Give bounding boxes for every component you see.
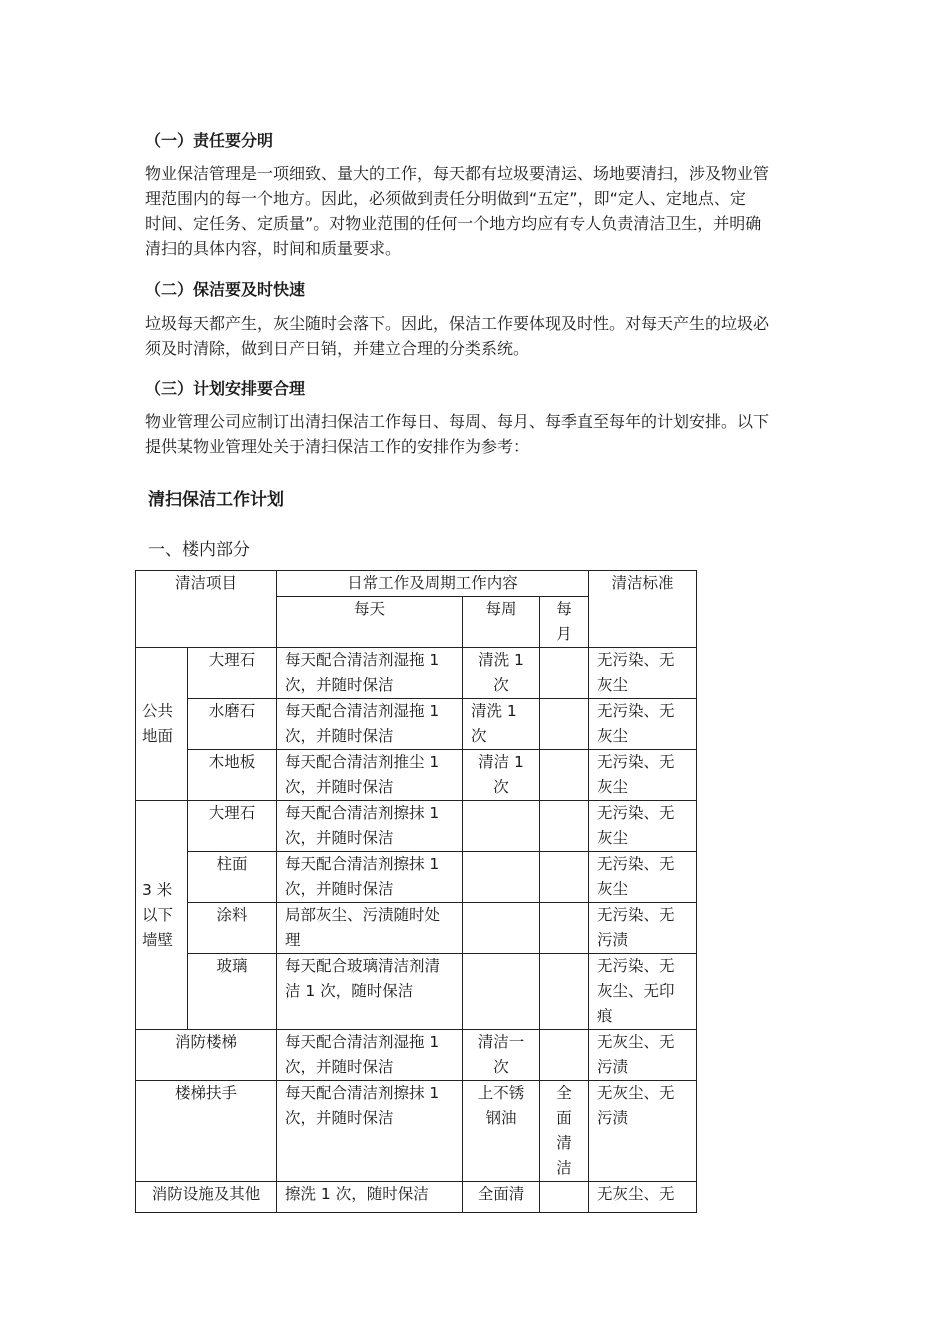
row-daily: 每天配合清洁剂湿拖 1 次，并随时保洁 — [277, 648, 463, 699]
table-row — [136, 648, 697, 699]
table-row — [136, 801, 697, 852]
paragraph-line: 理范围内的每一个地方。因此，必须做到责任分明做到“五定”，即“定人、定地点、定 — [145, 189, 746, 208]
row-daily: 每天配合清洁剂擦抹 1 次，并随时保洁 — [277, 1081, 463, 1182]
row-daily: 擦洗 1 次，随时保洁 — [277, 1182, 463, 1213]
row-daily: 每天配合清洁剂推尘 1 次，并随时保洁 — [277, 750, 463, 801]
section-heading-1: （一）责任要分明 — [145, 131, 274, 150]
row-weekly: 上不锈钢油 — [463, 1081, 540, 1182]
row-sub: 大理石 — [188, 801, 277, 852]
row-monthly — [540, 801, 589, 852]
row-weekly: 清洁一次 — [463, 1030, 540, 1081]
header-daily: 每天 — [277, 597, 463, 648]
table-row — [136, 1081, 697, 1182]
row-standard: 无污染、无灰尘 — [589, 699, 697, 750]
row-monthly: 全 面 清 洁 — [540, 1081, 589, 1182]
section-paragraph-1 — [145, 161, 815, 261]
row-weekly — [463, 954, 540, 1030]
header-item: 清洁项目 — [136, 571, 277, 648]
row-monthly — [540, 954, 589, 1030]
table-row — [136, 699, 697, 750]
row-daily: 每天配合清洁剂擦抹 1 次，并随时保洁 — [277, 852, 463, 903]
paragraph-line: 清扫的具体内容，时间和质量要求。 — [145, 239, 402, 258]
row-sub: 大理石 — [188, 648, 277, 699]
table-row — [136, 954, 697, 1030]
row-monthly — [540, 699, 589, 750]
row-monthly — [540, 648, 589, 699]
row-standard: 无污染、无灰尘 — [589, 801, 697, 852]
paragraph-line: 须及时清除，做到日产日销，并建立合理的分类系统。 — [145, 339, 530, 358]
row-daily: 局部灰尘、污渍随时处理 — [277, 903, 463, 954]
row-standard: 无污染、无灰尘、无印痕 — [589, 954, 697, 1030]
row-weekly — [463, 852, 540, 903]
row-daily: 每天配合清洁剂擦抹 1 次，并随时保洁 — [277, 801, 463, 852]
row-daily: 每天配合玻璃清洁剂清洁 1 次，随时保洁 — [277, 954, 463, 1030]
row-monthly — [540, 903, 589, 954]
row-weekly: 清洗 1 次 — [463, 648, 540, 699]
section-heading-2: （二）保洁要及时快速 — [145, 280, 306, 299]
group-floor: 公共 地面 — [136, 648, 188, 801]
paragraph-line: 物业管理公司应制订出清扫保洁工作每日、每周、每月、每季直至每年的计划安排。以下 — [145, 412, 770, 431]
group-wall: 3 米 以下 墙壁 — [136, 801, 188, 1030]
row-monthly — [540, 750, 589, 801]
header-standard: 清洁标准 — [589, 571, 697, 648]
row-standard: 无灰尘、无污渍 — [589, 1030, 697, 1081]
paragraph-line: 物业保洁管理是一项细致、量大的工作，每天都有垃圾要清运、场地要清扫，涉及物业管 — [145, 164, 770, 183]
row-standard: 无污染、无灰尘 — [589, 648, 697, 699]
row-monthly — [540, 1030, 589, 1081]
cleaning-plan-table — [135, 570, 697, 1213]
table-row — [136, 852, 697, 903]
row-standard: 无污染、无灰尘 — [589, 750, 697, 801]
table-row — [136, 1030, 697, 1081]
row-sub: 水磨石 — [188, 699, 277, 750]
row-daily: 每天配合清洁剂湿拖 1 次，并随时保洁 — [277, 1030, 463, 1081]
header-content: 日常工作及周期工作内容 — [277, 571, 589, 597]
table-header-row — [136, 571, 697, 597]
row-weekly — [463, 801, 540, 852]
table-row — [136, 1182, 697, 1213]
row-standard: 无污染、无灰尘 — [589, 852, 697, 903]
table-row — [136, 903, 697, 954]
row-item: 消防楼梯 — [136, 1030, 277, 1081]
row-standard: 无污染、无污渍 — [589, 903, 697, 954]
paragraph-line: 时间、定任务、定质量”。对物业范围的任何一个地方均应有专人负责清洁卫生，并明确 — [145, 214, 762, 233]
section-heading-3: （三）计划安排要合理 — [145, 379, 306, 398]
row-sub: 木地板 — [188, 750, 277, 801]
table-row — [136, 750, 697, 801]
row-item: 消防设施及其他 — [136, 1182, 277, 1213]
row-weekly: 全面清 — [463, 1182, 540, 1213]
row-monthly — [540, 1182, 589, 1213]
paragraph-line: 垃圾每天都产生，灰尘随时会落下。因此，保洁工作要体现及时性。对每天产生的垃圾必 — [145, 314, 770, 333]
row-standard: 无灰尘、无 — [589, 1182, 697, 1213]
row-weekly: 清洗 1 次 — [463, 699, 540, 750]
row-daily: 每天配合清洁剂湿拖 1 次，并随时保洁 — [277, 699, 463, 750]
row-standard: 无灰尘、无污渍 — [589, 1081, 697, 1182]
row-sub: 玻璃 — [188, 954, 277, 1030]
row-weekly: 清洁 1 次 — [463, 750, 540, 801]
header-weekly: 每周 — [463, 597, 540, 648]
row-sub: 柱面 — [188, 852, 277, 903]
plan-title: 清扫保洁工作计划 — [148, 490, 284, 510]
row-monthly — [540, 852, 589, 903]
row-weekly — [463, 903, 540, 954]
row-item: 楼梯扶手 — [136, 1081, 277, 1182]
section-paragraph-3 — [145, 409, 815, 459]
row-sub: 涂料 — [188, 903, 277, 954]
header-monthly: 每 月 — [540, 597, 589, 648]
section-paragraph-2 — [145, 311, 815, 361]
paragraph-line: 提供某物业管理处关于清扫保洁工作的安排作为参考： — [145, 437, 530, 456]
section-title: 一、楼内部分 — [148, 540, 250, 560]
